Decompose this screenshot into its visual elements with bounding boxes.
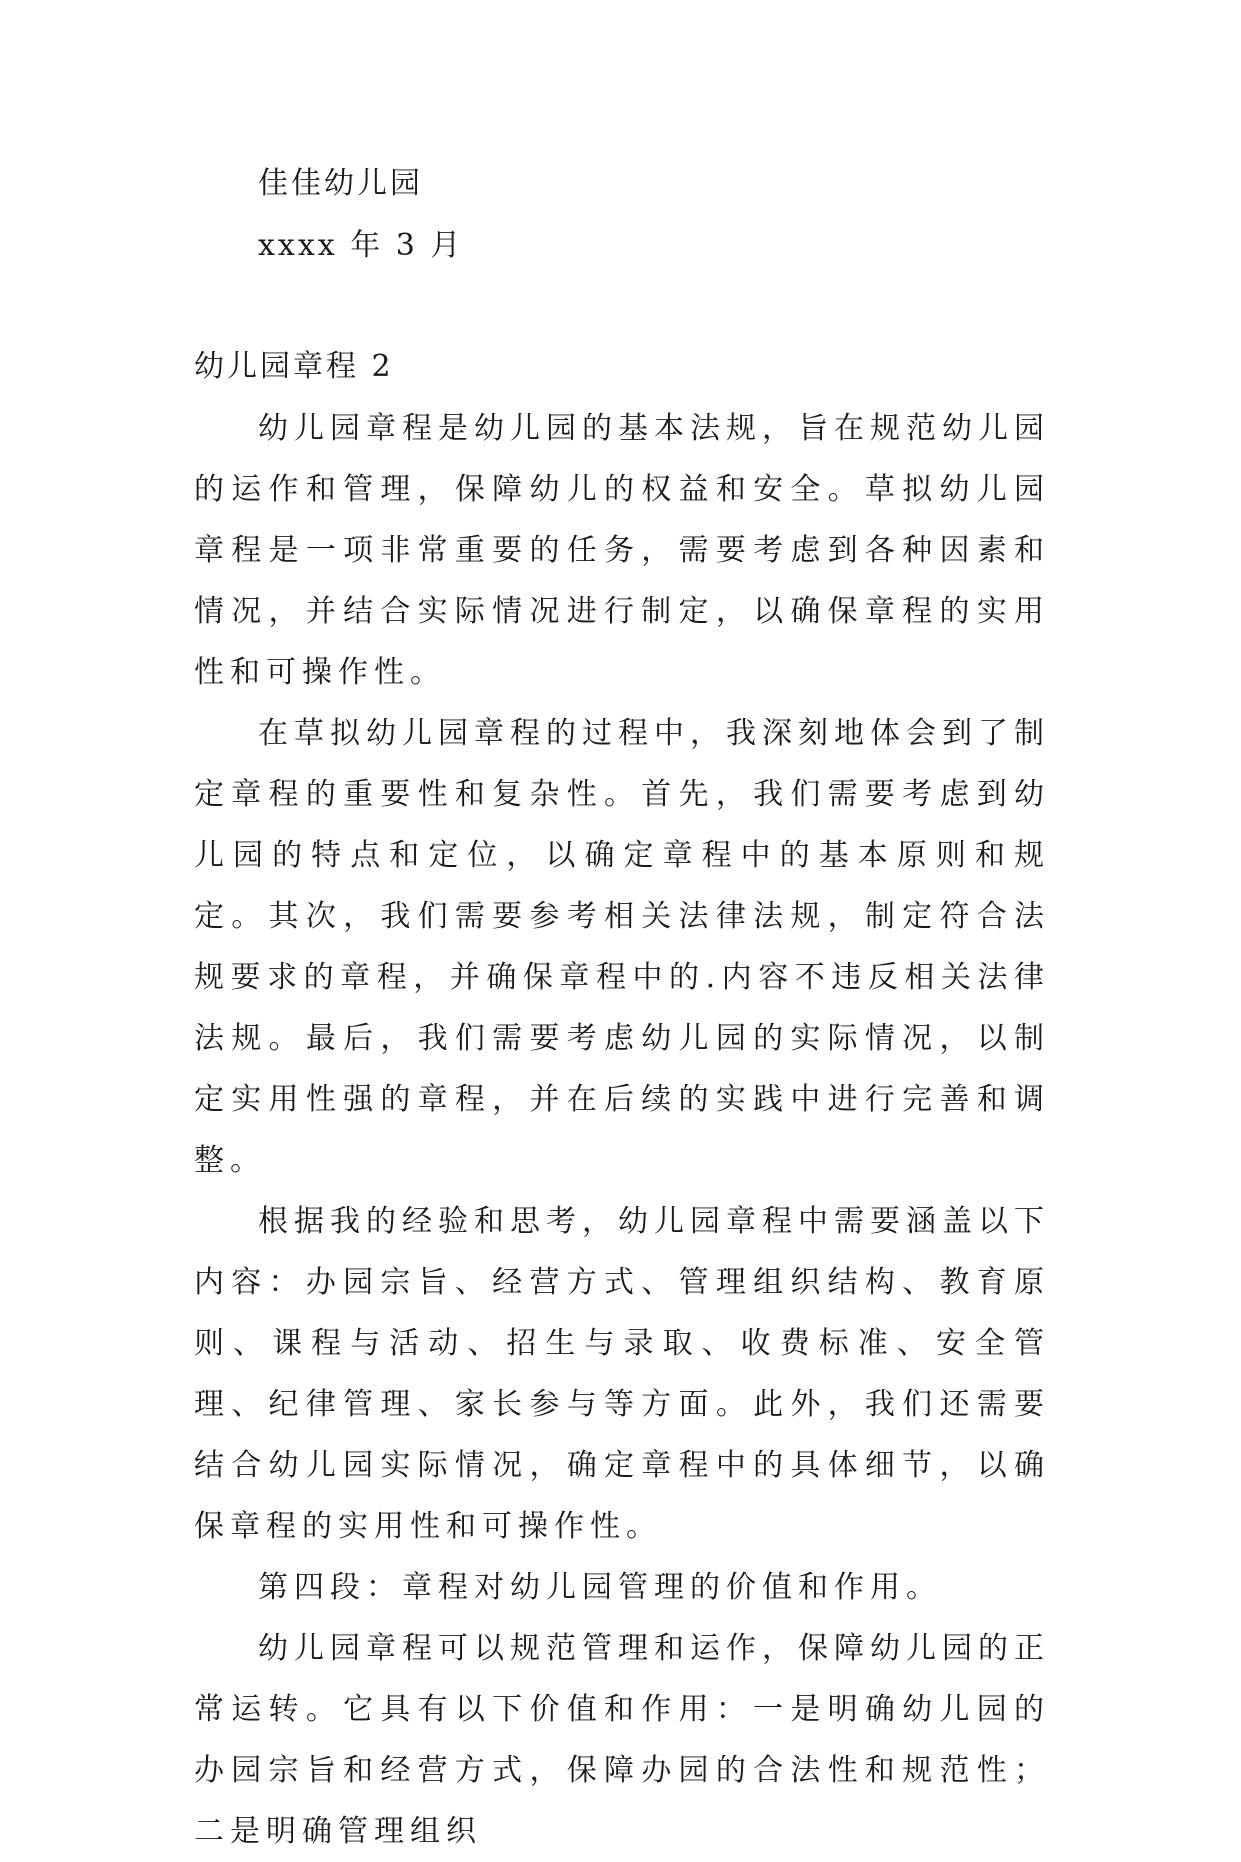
signature-organization: 佳佳幼儿园 — [258, 166, 423, 201]
paragraph-intro: 幼儿园章程是幼儿园的基本法规，旨在规范幼儿园的运作和管理，保障幼儿的权益和安全。草拟幼儿园章程是一项非常重要的任务，需要考虑到各种因素和情况，并结合实际情况进行制定，以确保章程的实用性和可操作性。 — [194, 411, 1050, 690]
paragraph-section-heading: 第四段：章程对幼儿园管理的价值和作用。 — [258, 1570, 942, 1605]
signature-date: xxxx 年 3 月 — [258, 228, 464, 263]
document-body — [194, 398, 1050, 1862]
paragraph-drafting-experience: 在草拟幼儿园章程的过程中，我深刻地体会到了制定章程的重要性和复杂性。首先，我们需要考虑到幼儿园的特点和定位，以确定章程中的基本原则和规定。其次，我们需要参考相关法律法规，制定符合法规要求的章程，并确保章程中的.内容不违反相关法律法规。最后，我们需要考虑幼儿园的实际情况，以制定实用性强的章程，并在后续的实践中进行完善和调整。 — [194, 716, 1050, 1178]
paragraph-value-and-role: 幼儿园章程可以规范管理和运作，保障幼儿园的正常运转。它具有以下价值和作用：一是明确幼儿园的办园宗旨和经营方式，保障办园的合法性和规范性；二是明确管理组织 — [194, 1631, 1050, 1849]
document-title: 幼儿园章程 2 — [194, 349, 394, 384]
paragraph-content-scope: 根据我的经验和思考，幼儿园章程中需要涵盖以下内容：办园宗旨、经营方式、管理组织结构、教育原则、课程与活动、招生与录取、收费标准、安全管理、纪律管理、家长参与等方面。此外，我们还需要结合幼儿园实际情况，确定章程中的具体细节，以确保章程的实用性和可操作性。 — [194, 1204, 1050, 1544]
